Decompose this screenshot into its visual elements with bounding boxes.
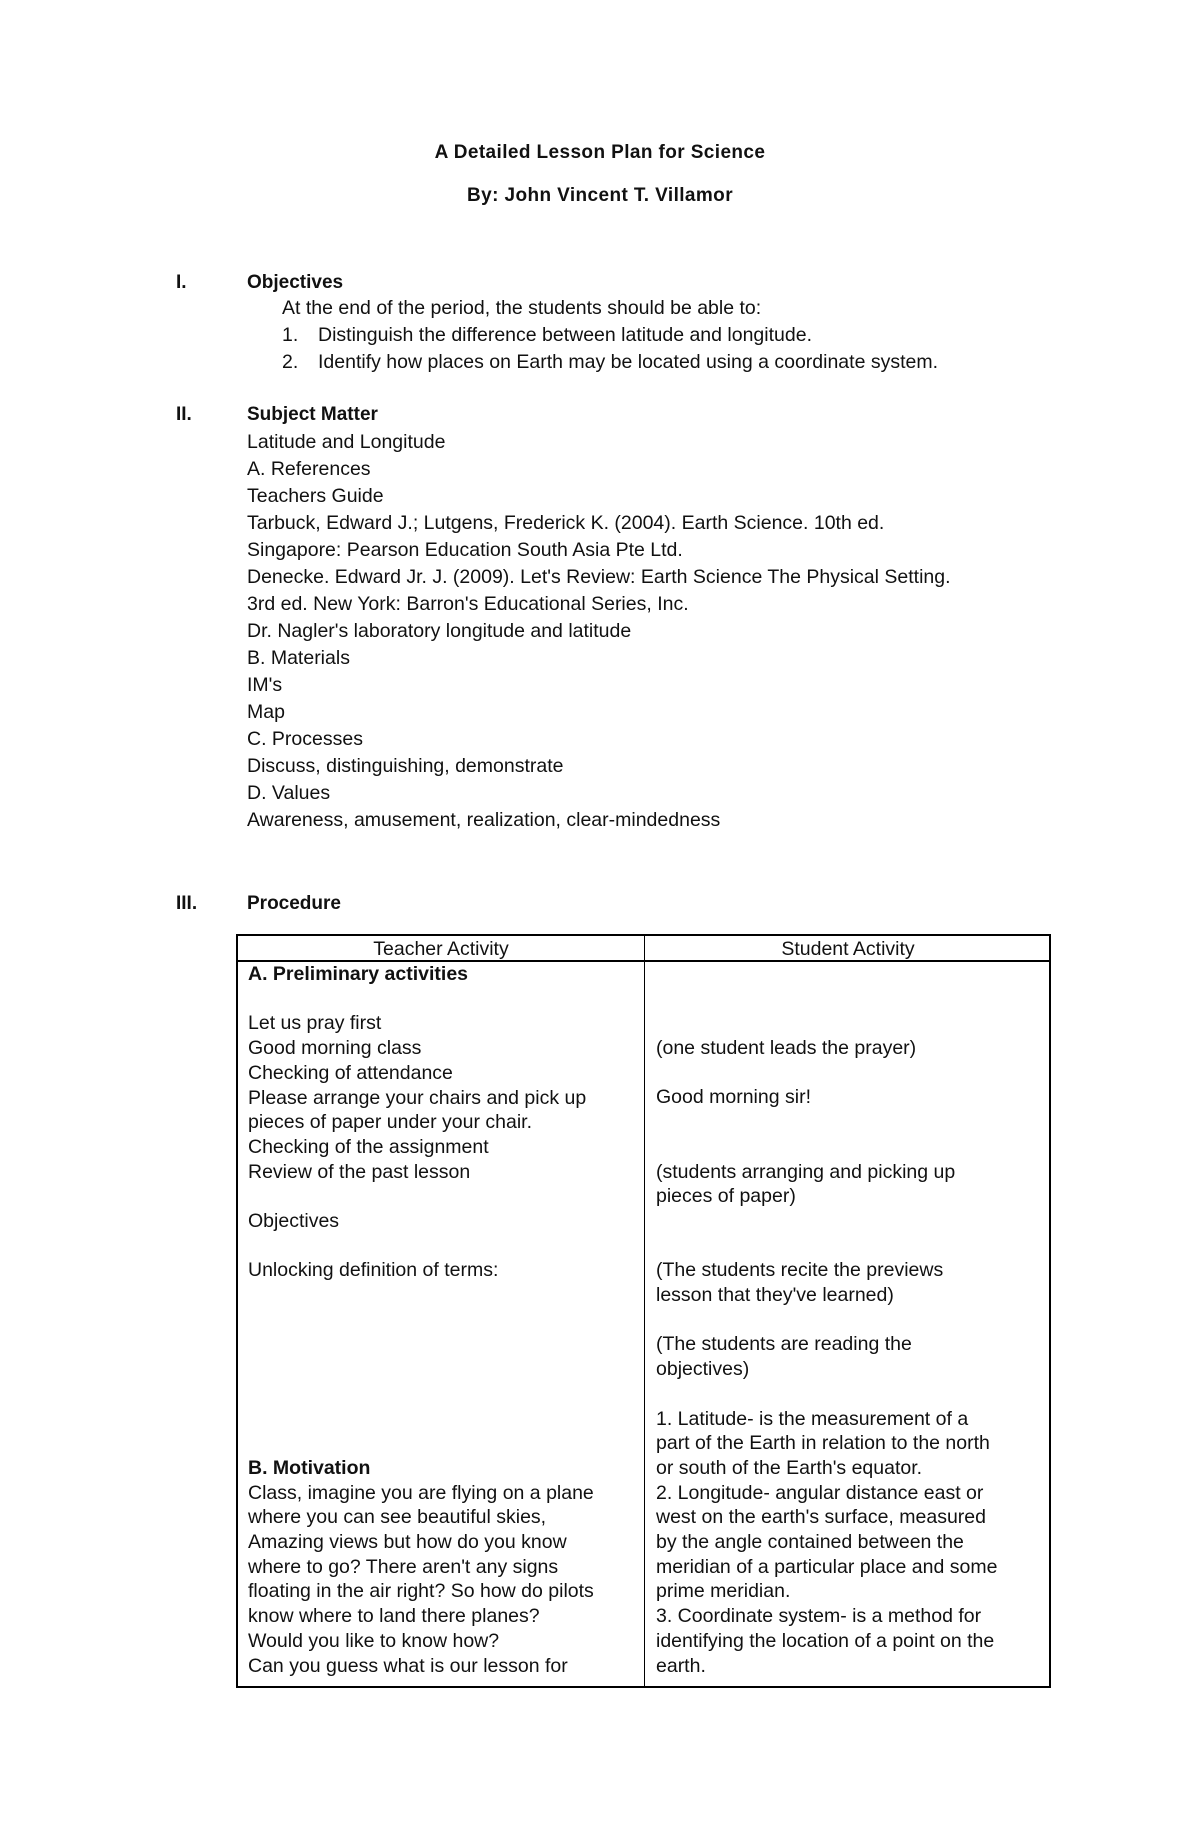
subject-line: Singapore: Pearson Education South Asia Pte Ltd. (247, 539, 683, 561)
table-cell-line: earth. (656, 1654, 706, 1677)
list-number: 1. (282, 324, 299, 346)
table-cell-line (248, 1357, 638, 1382)
table-cell-line: or south of the Earth's equator. (656, 1456, 923, 1479)
table-cell-line: 1. Latitude- is the measurement of a (656, 1407, 969, 1430)
table-cell-line: by the angle contained between the (656, 1531, 964, 1554)
table-cell-line: Good morning class (248, 1037, 422, 1060)
subject-line: Dr. Nagler's laboratory longitude and latitude (247, 620, 632, 642)
table-cell-line (248, 1382, 638, 1407)
table-cell-line: where to go? There aren't any signs (248, 1555, 559, 1578)
table-cell-line: pieces of paper under your chair. (248, 1111, 533, 1134)
table-column-divider (644, 936, 645, 1686)
table-cell-line (248, 1308, 638, 1333)
table-cell-line (248, 1283, 638, 1308)
subject-line: 3rd ed. New York: Barron's Educational Series, Inc. (247, 593, 689, 615)
table-cell-line: (The students are reading the (656, 1333, 912, 1356)
section-heading-subject-matter: Subject Matter (247, 404, 378, 425)
table-cell-line: Good morning sir! (656, 1086, 811, 1109)
subject-line: Tarbuck, Edward J.; Lutgens, Frederick K. (2004). Earth Science. 10th ed. (247, 512, 885, 534)
table-cell-line: (one student leads the prayer) (656, 1037, 917, 1060)
table-cell-line: floating in the air right? So how do pilots (248, 1580, 594, 1603)
table-cell-line: west on the earth's surface, measured (656, 1506, 986, 1529)
table-cell-line (656, 1209, 1046, 1234)
section-numeral-objectives: I. (176, 272, 187, 293)
table-cell-line (656, 1382, 1046, 1407)
table-cell-line: Amazing views but how do you know (248, 1531, 567, 1554)
table-cell-line: A. Preliminary activities (248, 963, 469, 985)
table-cell-line: Can you guess what is our lesson for (248, 1654, 568, 1677)
section-numeral-subject-matter: II. (176, 404, 192, 425)
table-cell-line: identifying the location of a point on the (656, 1629, 995, 1652)
table-cell-line (656, 1308, 1046, 1333)
table-cell-line (248, 987, 638, 1012)
table-cell-line (656, 1110, 1046, 1135)
table-cell-line: where you can see beautiful skies, (248, 1506, 547, 1529)
subject-line: Map (247, 701, 285, 723)
subject-line: B. Materials (247, 647, 350, 669)
list-item (282, 349, 938, 376)
subject-line: A. References (247, 458, 371, 480)
subject-line: Teachers Guide (247, 485, 384, 507)
table-cell-line: 2. Longitude- angular distance east or (656, 1481, 984, 1504)
table-cell-line (248, 1332, 638, 1357)
table-cell-line (656, 962, 1046, 987)
table-cell-line: Checking of the assignment (248, 1135, 489, 1158)
table-cell-line: 3. Coordinate system- is a method for (656, 1605, 982, 1628)
table-cell-line: Would you like to know how? (248, 1629, 500, 1652)
table-cell-line: Checking of attendance (248, 1061, 453, 1084)
table-cell-line (656, 987, 1046, 1012)
subject-line: C. Processes (247, 728, 363, 750)
section-numeral-procedure: III. (176, 893, 198, 914)
table-cell-line: Let us pray first (248, 1012, 382, 1035)
subject-line: Discuss, distinguishing, demonstrate (247, 755, 564, 777)
table-cell-line (248, 1234, 638, 1259)
table-header-teacher: Teacher Activity (373, 938, 509, 960)
table-cell-line (656, 1135, 1046, 1160)
table-cell-line (248, 1407, 638, 1432)
table-cell-line: part of the Earth in relation to the north (656, 1432, 990, 1455)
list-text: Distinguish the difference between latitude and longitude. (318, 324, 812, 346)
list-item (282, 322, 938, 349)
student-activity-column (656, 962, 1046, 1678)
subject-line: Latitude and Longitude (247, 431, 446, 453)
table-cell-line: Please arrange your chairs and pick up (248, 1086, 587, 1109)
objectives-list (282, 322, 938, 376)
subject-matter-body (247, 429, 951, 834)
table-cell-line: prime meridian. (656, 1580, 791, 1603)
list-text: Identify how places on Earth may be located using a coordinate system. (318, 351, 939, 373)
section-heading-procedure: Procedure (247, 893, 341, 914)
table-cell-line (656, 1234, 1046, 1259)
table-cell-line: meridian of a particular place and some (656, 1555, 998, 1578)
table-cell-line (248, 1431, 638, 1456)
section-heading-objectives: Objectives (247, 272, 344, 293)
table-cell-line: Objectives (248, 1210, 340, 1232)
subject-line: Denecke. Edward Jr. J. (2009). Let's Review: Earth Science The Physical Setting. (247, 566, 951, 588)
table-cell-line: Review of the past lesson (248, 1160, 471, 1183)
table-cell-line: B. Motivation (248, 1456, 371, 1479)
table-cell-line: lesson that they've learned) (656, 1284, 894, 1307)
teacher-activity-column (248, 962, 638, 1678)
objectives-intro: At the end of the period, the students should be able to: (282, 297, 762, 319)
table-cell-line (656, 1011, 1046, 1036)
procedure-table (236, 934, 1051, 1688)
table-cell-line: objectives) (656, 1358, 750, 1381)
subject-line: Awareness, amusement, realization, clear-mindedness (247, 809, 721, 831)
subject-line: D. Values (247, 782, 331, 804)
table-cell-line: Unlocking definition of terms: (248, 1259, 499, 1282)
table-cell-line (248, 1184, 638, 1209)
document-title: A Detailed Lesson Plan for Science (434, 142, 766, 163)
table-cell-line (656, 1061, 1046, 1086)
table-cell-line: (students arranging and picking up (656, 1160, 956, 1183)
table-header-student: Student Activity (781, 938, 915, 960)
subject-line: IM's (247, 674, 283, 696)
table-cell-line: (The students recite the previews (656, 1259, 944, 1282)
list-number: 2. (282, 351, 299, 373)
table-cell-line: pieces of paper) (656, 1185, 796, 1208)
table-cell-line: know where to land there planes? (248, 1605, 540, 1628)
table-cell-line: Class, imagine you are flying on a plane (248, 1481, 594, 1504)
document-author: By: John Vincent T. Villamor (466, 185, 733, 206)
